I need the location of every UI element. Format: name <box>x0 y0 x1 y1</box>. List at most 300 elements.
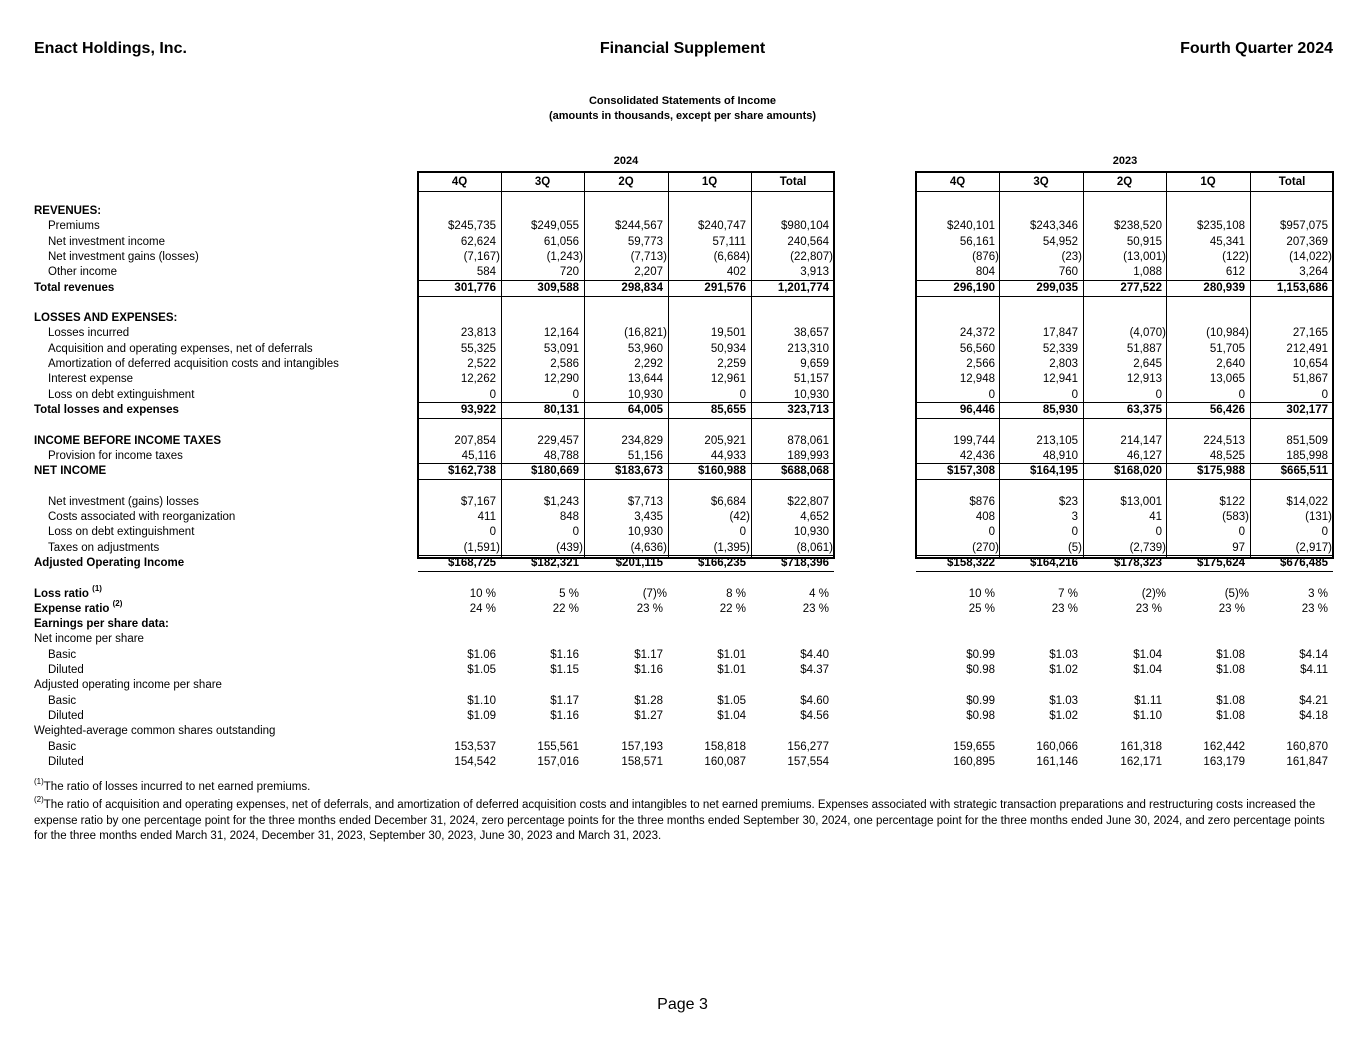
table-cell: $240,101 <box>947 220 995 232</box>
table-cell: $980,104 <box>781 220 829 232</box>
table-row <box>0 724 1365 739</box>
table-cell: 213,310 <box>787 343 829 355</box>
footnote-1 <box>34 777 1334 796</box>
table-cell: 302,177 <box>1286 404 1328 416</box>
table-row <box>0 418 1365 433</box>
row-label <box>48 342 313 357</box>
table-cell: (14,022) <box>1289 251 1332 263</box>
footnote-marker: (2) <box>34 795 44 805</box>
table-cell: 0 <box>739 389 746 401</box>
row-label <box>34 617 169 632</box>
table-cell: 157,554 <box>787 756 829 768</box>
table-cell: 0 <box>572 389 579 401</box>
table-cell: $1.08 <box>1216 710 1245 722</box>
table-cell: 277,522 <box>1120 282 1162 294</box>
table-cell: 56,426 <box>1209 404 1245 416</box>
table-cell: $4.14 <box>1299 649 1328 661</box>
table-cell: $180,669 <box>531 465 579 477</box>
table-row <box>0 709 1365 724</box>
table-cell: 408 <box>975 511 995 523</box>
table-cell: 1,201,774 <box>777 282 829 294</box>
table-cell: $6,684 <box>710 496 746 508</box>
table-row <box>0 479 1365 494</box>
table-cell: 45,116 <box>461 450 496 462</box>
table-row <box>0 250 1365 265</box>
table-cell: $0.98 <box>966 710 995 722</box>
column-header-2023-2q: 2Q <box>1116 176 1133 188</box>
table-cell: $122 <box>1219 496 1245 508</box>
table-cell: 0 <box>1238 526 1245 538</box>
table-cell: $7,713 <box>627 496 663 508</box>
table-cell: 0 <box>1155 389 1162 401</box>
row-label <box>48 694 76 709</box>
table-cell: $1.03 <box>1049 649 1078 661</box>
table-row <box>0 357 1365 372</box>
table-cell: $175,624 <box>1197 557 1245 569</box>
row-label-text: Diluted <box>48 664 84 676</box>
table-row <box>0 694 1365 709</box>
table-cell: 1,153,686 <box>1276 282 1328 294</box>
table-cell: 12,913 <box>1126 373 1162 385</box>
table-cell: (583) <box>1222 511 1249 523</box>
table-row <box>0 281 1365 296</box>
row-label <box>34 556 184 571</box>
row-label-text: Total losses and expenses <box>34 404 179 416</box>
table-cell: 22 % <box>552 603 579 615</box>
table-cell: (1,395) <box>713 542 750 554</box>
table-cell: $1.04 <box>1133 649 1162 661</box>
table-cell: $240,747 <box>698 220 746 232</box>
table-cell: 85,655 <box>710 404 746 416</box>
table-cell: 157,016 <box>537 756 579 768</box>
footnote-2 <box>34 795 1334 845</box>
table-row <box>0 648 1365 663</box>
table-cell: 48,525 <box>1209 450 1245 462</box>
row-label-text: Expense ratio <box>34 603 110 615</box>
row-label-text: Losses incurred <box>48 327 130 339</box>
table-cell: $249,055 <box>531 220 579 232</box>
table-cell: $1.02 <box>1049 664 1078 676</box>
year-2023: 2023 <box>1112 155 1138 167</box>
table-cell: (23) <box>1061 251 1082 263</box>
table-cell: $160,988 <box>698 465 746 477</box>
table-cell: $182,321 <box>531 557 579 569</box>
table-cell: 5 % <box>559 588 579 600</box>
row-label-text: Net investment income <box>48 236 165 248</box>
row-label <box>48 648 76 663</box>
table-row <box>0 235 1365 250</box>
table-cell: $1.11 <box>1134 695 1162 707</box>
table-cell: 2,645 <box>1133 358 1162 370</box>
table-cell: (2,917) <box>1295 542 1332 554</box>
table-cell: 2,207 <box>634 266 663 278</box>
table-cell: 411 <box>477 511 496 523</box>
table-cell: 51,705 <box>1209 343 1245 355</box>
table-cell: $238,520 <box>1114 220 1162 232</box>
row-label <box>48 525 194 540</box>
row-label-text: Total revenues <box>34 282 115 294</box>
table-cell: 0 <box>489 389 496 401</box>
table-cell: $158,322 <box>947 557 995 569</box>
table-cell: $164,216 <box>1030 557 1078 569</box>
table-row <box>0 525 1365 540</box>
table-cell: 153,537 <box>454 741 496 753</box>
table-cell: 10,930 <box>627 526 663 538</box>
table-cell: (42) <box>729 511 750 523</box>
table-row <box>0 510 1365 525</box>
table-row <box>0 388 1365 403</box>
table-row <box>0 617 1365 632</box>
table-row <box>0 342 1365 357</box>
row-label <box>48 510 235 525</box>
table-cell: 0 <box>1238 389 1245 401</box>
table-cell: $1.10 <box>1133 710 1162 722</box>
table-cell: 160,066 <box>1036 741 1078 753</box>
row-label-text: Basic <box>48 741 77 753</box>
table-cell: 162,442 <box>1203 741 1245 753</box>
row-label <box>48 663 84 678</box>
table-cell: 12,290 <box>543 373 579 385</box>
table-cell: 46,127 <box>1126 450 1162 462</box>
table-cell: 154,542 <box>454 756 496 768</box>
table-cell: (16,821) <box>624 327 667 339</box>
table-row <box>0 541 1365 556</box>
table-cell: 4,652 <box>800 511 829 523</box>
table-cell: 23 % <box>1135 603 1162 615</box>
table-cell: 8 % <box>726 588 746 600</box>
table-cell: $4.37 <box>800 664 829 676</box>
table-cell: 0 <box>1071 526 1078 538</box>
table-cell: $1.27 <box>634 710 663 722</box>
column-header-2023-3q: 3Q <box>1033 176 1049 188</box>
footnote-marker: (2) <box>112 599 123 609</box>
table-cell: 27,165 <box>1292 327 1328 339</box>
table-row <box>0 403 1365 418</box>
row-label-text: Adjusted operating income per share <box>34 679 222 691</box>
table-cell: $676,485 <box>1280 557 1328 569</box>
table-cell: 199,744 <box>953 435 995 447</box>
table-cell: (4,070) <box>1129 327 1166 339</box>
table-row <box>0 755 1365 770</box>
table-cell: 3,913 <box>800 266 829 278</box>
table-cell: (22,807) <box>790 251 833 263</box>
row-label <box>48 357 339 372</box>
table-cell: 97 <box>1232 542 1245 554</box>
table-cell: $4.56 <box>800 710 829 722</box>
table-cell: 213,105 <box>1036 435 1078 447</box>
table-cell: 157,193 <box>621 741 663 753</box>
table-row <box>0 663 1365 678</box>
table-row <box>0 678 1365 693</box>
row-label-text: Diluted <box>48 710 84 722</box>
row-label-text: Acquisition and operating expenses, net of deferrals <box>48 343 313 355</box>
table-cell: $1.17 <box>550 695 579 707</box>
table-cell: 44,933 <box>710 450 746 462</box>
table-cell: (122) <box>1222 251 1249 263</box>
table-cell: 161,318 <box>1120 741 1162 753</box>
table-cell: 23 % <box>1301 603 1328 615</box>
table-cell: 13,065 <box>1209 373 1245 385</box>
table-cell: 62,624 <box>460 236 496 248</box>
table-cell: (876) <box>972 251 999 263</box>
table-cell: 299,035 <box>1036 282 1078 294</box>
table-cell: $1.16 <box>550 710 579 722</box>
header-rule <box>418 191 834 192</box>
table-cell: 12,961 <box>710 373 746 385</box>
table-cell: 51,867 <box>1292 373 1328 385</box>
table-cell: 0 <box>1321 389 1328 401</box>
table-cell: 24,372 <box>959 327 995 339</box>
table-cell: 323,713 <box>787 404 829 416</box>
column-header-2023-total: Total <box>1278 176 1306 188</box>
table-cell: 224,513 <box>1203 435 1245 447</box>
table-cell: 309,588 <box>537 282 579 294</box>
row-label <box>34 403 179 418</box>
table-cell: 51,157 <box>793 373 829 385</box>
table-cell: 45,341 <box>1209 236 1245 248</box>
column-header-2024-3q: 3Q <box>534 176 551 188</box>
table-cell: $23 <box>1058 496 1078 508</box>
table-cell: $665,511 <box>1280 465 1328 477</box>
row-label-text: INCOME BEFORE INCOME TAXES <box>34 435 221 447</box>
row-label <box>48 250 199 265</box>
report-period: Fourth Quarter 2024 <box>1180 40 1333 57</box>
table-cell: 50,915 <box>1126 236 1162 248</box>
table-cell: $1.10 <box>467 695 496 707</box>
table-cell: 23 % <box>636 603 663 615</box>
table-cell: 214,147 <box>1120 435 1162 447</box>
table-cell: $1,243 <box>543 496 579 508</box>
table-cell: 9,659 <box>800 358 829 370</box>
table-cell: 22 % <box>719 603 746 615</box>
row-label-text: Net investment gains (losses) <box>48 251 199 263</box>
table-cell: $1.06 <box>467 649 496 661</box>
row-label-text: Costs associated with reorganization <box>48 511 236 523</box>
table-cell: 158,571 <box>621 756 663 768</box>
table-cell: 12,262 <box>460 373 496 385</box>
table-cell: $1.02 <box>1049 710 1078 722</box>
table-cell: 0 <box>489 526 496 538</box>
table-cell: $162,738 <box>448 465 496 477</box>
table-cell: 158,818 <box>704 741 746 753</box>
table-cell: 760 <box>1058 266 1078 278</box>
table-cell: 851,509 <box>1286 435 1328 447</box>
row-label <box>48 388 194 403</box>
row-label-text: Basic <box>48 649 77 661</box>
table-cell: (439) <box>556 542 583 554</box>
company-name: Enact Holdings, Inc. <box>34 40 187 57</box>
table-cell: $957,075 <box>1280 220 1328 232</box>
table-cell: $1.01 <box>717 664 746 676</box>
table-cell: $718,396 <box>781 557 829 569</box>
table-cell: 2,292 <box>634 358 663 370</box>
row-label <box>48 740 76 755</box>
table-cell: $1.05 <box>717 695 746 707</box>
table-cell: $1.04 <box>1133 664 1162 676</box>
table-row <box>0 599 1365 617</box>
table-row <box>0 449 1365 464</box>
footnote-text: The ratio of losses incurred to net earned premiums. <box>43 781 311 793</box>
document-title: Financial Supplement <box>599 40 766 57</box>
row-label-text: Net income per share <box>34 633 144 645</box>
row-label <box>48 541 159 556</box>
table-cell: $4.40 <box>800 649 829 661</box>
table-cell: (7,713) <box>630 251 667 263</box>
row-label <box>48 495 199 510</box>
table-cell: $166,235 <box>698 557 746 569</box>
table-cell: 51,156 <box>627 450 663 462</box>
table-cell: 720 <box>559 266 579 278</box>
table-row <box>0 632 1365 647</box>
table-cell: 48,788 <box>543 450 579 462</box>
table-cell: 280,939 <box>1203 282 1245 294</box>
table-cell: 51,887 <box>1126 343 1162 355</box>
table-cell: 50,934 <box>710 343 746 355</box>
table-row <box>0 495 1365 510</box>
row-label-text: Loss ratio <box>34 588 89 600</box>
row-label <box>34 204 101 219</box>
table-cell: (10,984) <box>1206 327 1249 339</box>
table-cell: $175,988 <box>1197 465 1245 477</box>
row-label-text: Net investment (gains) losses <box>48 496 199 508</box>
table-cell: $168,020 <box>1114 465 1162 477</box>
row-label-text: LOSSES AND EXPENSES: <box>34 312 178 324</box>
table-cell: $157,308 <box>947 465 995 477</box>
table-cell: 17,847 <box>1042 327 1078 339</box>
table-cell: 3 % <box>1308 588 1328 600</box>
column-header-2024-total: Total <box>779 176 807 188</box>
row-label-text: REVENUES: <box>34 205 102 217</box>
table-cell: 42,436 <box>959 450 995 462</box>
row-label <box>48 449 183 464</box>
table-cell: 80,131 <box>543 404 579 416</box>
table-cell: $13,001 <box>1120 496 1162 508</box>
table-row <box>0 434 1365 449</box>
table-cell: 59,773 <box>627 236 663 248</box>
table-cell: (6,684) <box>713 251 750 263</box>
table-cell: $1.08 <box>1216 664 1245 676</box>
row-label-text: Weighted-average common shares outstanding <box>34 725 276 737</box>
row-label-text: Amortization of deferred acquisition costs and intangibles <box>48 358 339 370</box>
table-cell: $1.03 <box>1049 695 1078 707</box>
table-cell: $14,022 <box>1286 496 1328 508</box>
table-cell: 23 % <box>802 603 829 615</box>
row-label <box>48 326 129 341</box>
table-cell: 160,087 <box>704 756 746 768</box>
table-cell: 23,813 <box>460 327 496 339</box>
table-cell: 3,264 <box>1299 266 1328 278</box>
row-label <box>48 372 133 387</box>
table-cell: $1.16 <box>550 649 579 661</box>
table-cell: 53,091 <box>543 343 579 355</box>
row-label-text: Provision for income taxes <box>48 450 183 462</box>
table-row <box>0 372 1365 387</box>
table-cell: 4 % <box>809 588 829 600</box>
table-cell: 63,375 <box>1126 404 1162 416</box>
table-cell: $22,807 <box>787 496 829 508</box>
table-cell: 298,834 <box>621 282 663 294</box>
table-cell: 61,056 <box>543 236 579 248</box>
table-cell: 162,171 <box>1120 756 1162 768</box>
page-number: Page 3 <box>657 996 708 1013</box>
year-2024: 2024 <box>613 155 639 167</box>
table-cell: (5) <box>1067 542 1082 554</box>
table-cell: 189,993 <box>787 450 829 462</box>
table-cell: 0 <box>739 526 746 538</box>
table-row <box>0 556 1365 571</box>
table-cell: 57,111 <box>712 236 746 248</box>
table-cell: (7,167) <box>463 251 500 263</box>
table-cell: 10,930 <box>793 526 829 538</box>
table-cell: $1.08 <box>1216 649 1245 661</box>
table-cell: 212,491 <box>1286 343 1328 355</box>
table-cell: 10 % <box>469 588 496 600</box>
table-cell: 2,522 <box>467 358 496 370</box>
row-label-text: Taxes on adjustments <box>48 542 160 554</box>
table-cell: $876 <box>969 496 995 508</box>
row-label-text: NET INCOME <box>34 465 107 477</box>
table-cell: 207,854 <box>454 435 496 447</box>
column-header-2023-1q: 1Q <box>1200 176 1216 188</box>
table-cell: $1.05 <box>467 664 496 676</box>
table-cell: $178,323 <box>1114 557 1162 569</box>
table-cell: 3,435 <box>634 511 663 523</box>
table-cell: 12,948 <box>959 373 995 385</box>
table-cell: $183,673 <box>615 465 663 477</box>
table-cell: $1.01 <box>717 649 746 661</box>
table-cell: 13,644 <box>627 373 663 385</box>
table-cell: $168,725 <box>448 557 496 569</box>
table-cell: (131) <box>1305 511 1332 523</box>
table-cell: 160,895 <box>953 756 995 768</box>
table-cell: $1.09 <box>467 710 496 722</box>
footnote-text: The ratio of acquisition and operating expenses, net of deferrals, and amortization of deferred acquisition costs and intangibles to net earned premiums. Expenses associated with strategic transaction preparations and restructuring costs increased the expense ratio by one percentage point for the three months ended December 31, 2024, zero percentage points for the three months ended September 30, 2024, one percentage point for the three months ended June 30, 2024, and zero percentage points for the three months ended March 31, 2024, December 31, 2023, September 30, 2023, June 30, 2023 and March 31, 2023. <box>34 799 1325 842</box>
header-rule <box>916 191 1333 192</box>
table-cell: 38,657 <box>793 327 829 339</box>
table-cell: 48,910 <box>1042 450 1078 462</box>
row-label <box>34 678 222 693</box>
table-cell: (270) <box>972 542 999 554</box>
table-cell: 848 <box>559 511 579 523</box>
table-cell: 41 <box>1149 511 1162 523</box>
table-cell: 54,952 <box>1042 236 1078 248</box>
table-cell: 23 % <box>1051 603 1078 615</box>
table-row <box>0 204 1365 219</box>
row-label <box>34 281 114 296</box>
table-cell: 185,998 <box>1286 450 1328 462</box>
table-cell: 155,561 <box>537 741 579 753</box>
table-cell: 52,339 <box>1042 343 1078 355</box>
table-cell: (8,061) <box>796 542 833 554</box>
table-cell: $4.11 <box>1300 664 1328 676</box>
table-cell: 163,179 <box>1203 756 1245 768</box>
table-cell: $0.98 <box>966 664 995 676</box>
row-label-text: Other income <box>48 266 118 278</box>
column-header-2024-1q: 1Q <box>701 176 718 188</box>
table-cell: $243,346 <box>1030 220 1078 232</box>
table-cell: $201,115 <box>615 557 663 569</box>
table-cell: $1.17 <box>634 649 663 661</box>
table-cell: 24 % <box>469 603 496 615</box>
table-cell: 160,870 <box>1286 741 1328 753</box>
table-row <box>0 326 1365 341</box>
row-label <box>34 464 106 479</box>
table-cell: (5)% <box>1224 588 1249 600</box>
table-cell: 12,164 <box>543 327 579 339</box>
table-cell: $1.04 <box>717 710 746 722</box>
table-cell: 7 % <box>1058 588 1078 600</box>
table-cell: 56,161 <box>959 236 995 248</box>
